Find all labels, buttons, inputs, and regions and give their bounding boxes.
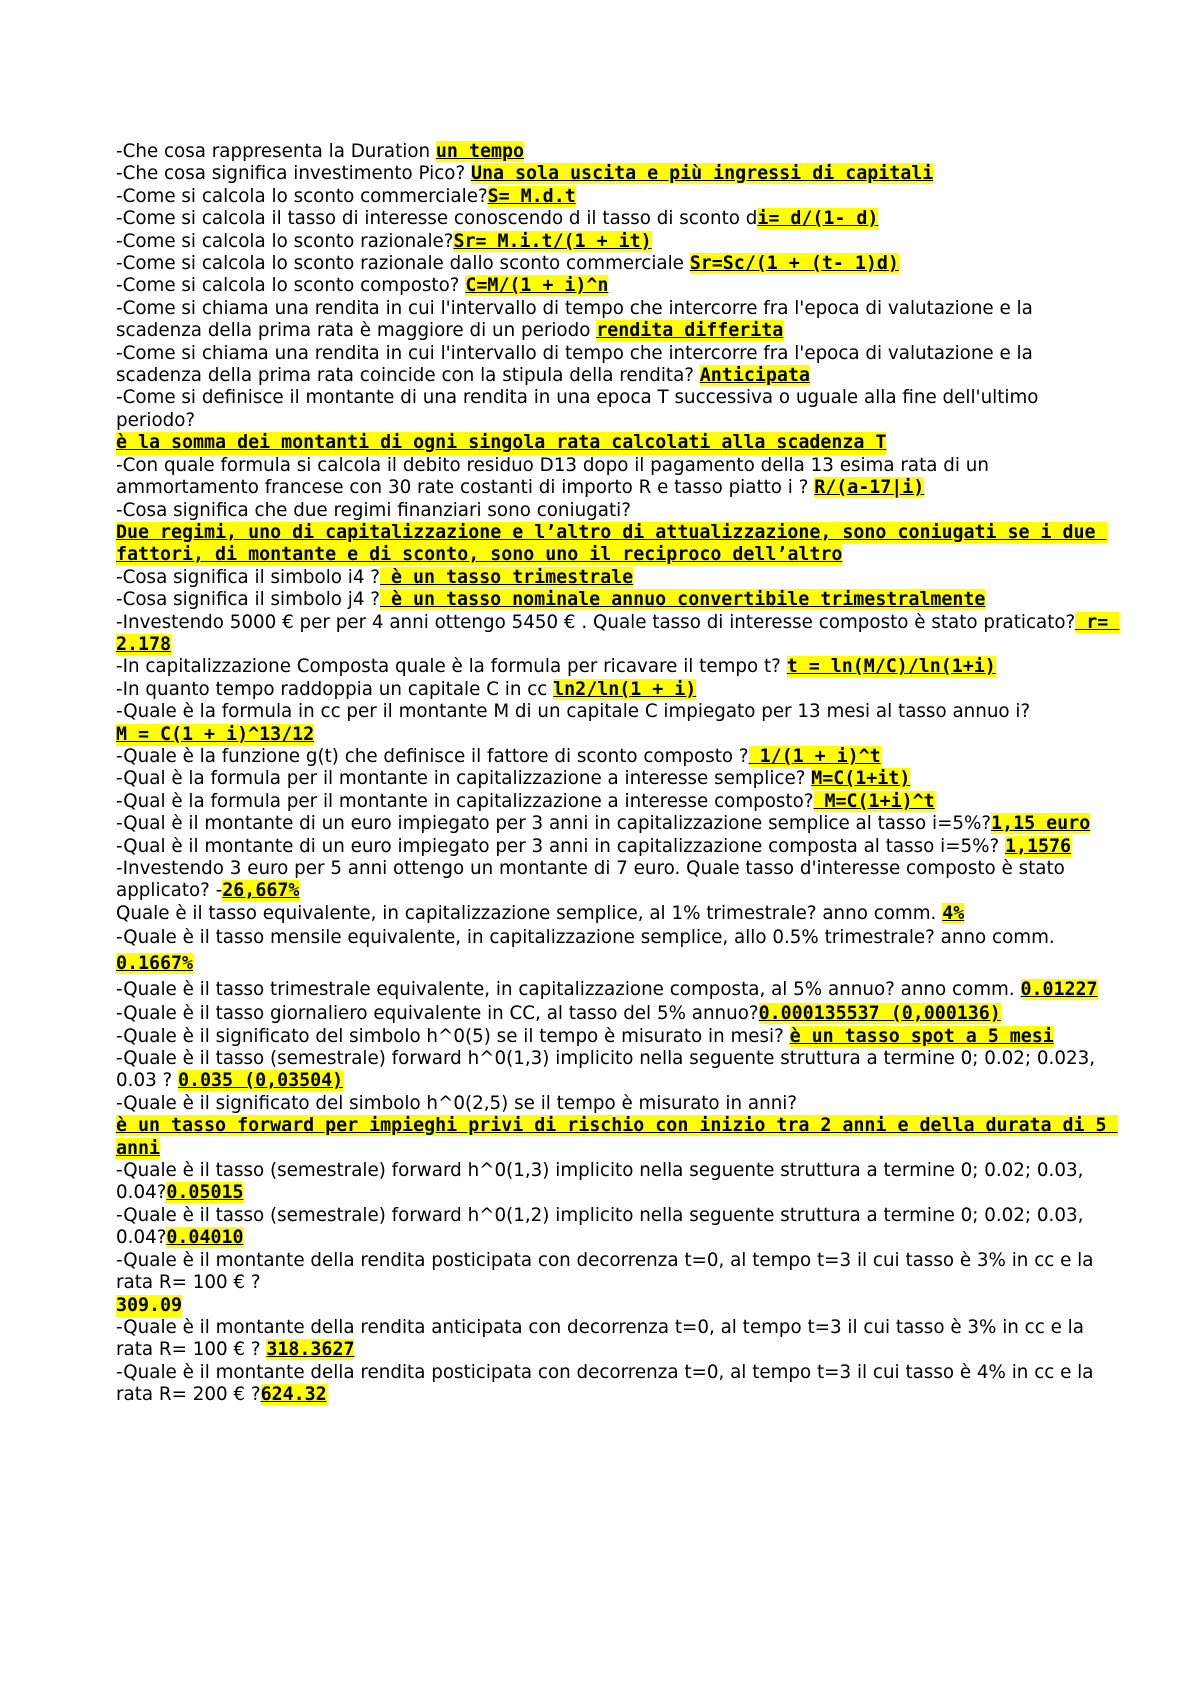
answer-highlight: M=C(1+i)^t: [813, 790, 935, 812]
answer-highlight: i= d/(1- d): [757, 208, 879, 230]
answer-highlight: Sr= M.i.t/(1 + it): [453, 230, 652, 252]
answer-highlight: 4%: [942, 902, 965, 924]
qa-tasso-da-sconto: [116, 208, 1116, 230]
answer-highlight: Due regimi, uno di capitalizzazione e l’altro di attualizzazione, sono coniugati se i due fattori, di montante e di sconto, sono uno il reciproco dell’altro: [116, 521, 1107, 566]
answer-highlight: Sr=Sc/(1 + (t- 1)d): [689, 253, 899, 275]
question-text: -Cosa significa che due regimi finanziari sono coniugati?: [116, 499, 631, 521]
qa-tasso-praticato: [116, 611, 1120, 657]
qa-formula-tempo: [116, 656, 1116, 678]
answer-highlight: un tempo: [435, 141, 524, 162]
question-text: -Cosa significa il simbolo j4 ?: [116, 589, 381, 611]
question-text: -Quale è il montante della rendita anticipata con decorrenza t=0, al tempo t=3 il cui tasso è 3% in cc e la rata R= 100 € ?: [116, 1316, 1084, 1361]
answer-highlight: Anticipata: [699, 365, 810, 387]
question-text: -Come si calcola lo sconto razionale?: [116, 230, 454, 252]
question-text: -Quale è il tasso giornaliero equivalente in CC, al tasso del 5% annuo?: [116, 1003, 759, 1025]
answer-highlight: t = ln(M/C)/ln(1+i): [786, 656, 996, 678]
question-text: -Investendo 5000 € per per 4 anni ottengo 5450 € . Quale tasso di interesse composto è stato praticato?: [116, 611, 1076, 633]
question-text: -Quale è il montante della rendita posticipata con decorrenza t=0, al tempo t=3 il cui tasso è 4% in cc e la rata R= 200 € ?: [116, 1361, 1094, 1406]
answer-highlight: C=M/(1 + i)^n: [465, 275, 609, 297]
qa-sconto-commerciale: [116, 186, 1116, 208]
answer-highlight: 0.01227: [1020, 979, 1098, 1001]
question-text: -Come si definisce il montante di una rendita in una epoca T successiva o uguale alla fine dell'ultimo periodo?: [116, 387, 1039, 431]
question-text: -Come si calcola lo sconto commerciale?: [116, 185, 488, 207]
question-text: -Cosa significa il simbolo i4 ?: [116, 566, 381, 588]
qa-tasso-trimestrale: [116, 977, 1116, 1003]
question-text: -Quale è il tasso (semestrale) forward h^0(1,3) implicito nella seguente struttura a termine 0; 0.02; 0.023, 0.03 ?: [116, 1048, 1096, 1092]
qa-fattore-sconto: [116, 746, 1116, 768]
qa-duration: [116, 141, 1116, 163]
qa-rendita-anticipata-3: [116, 1317, 1116, 1362]
question-text: -Qual è la formula per il montante in capitalizzazione a interesse semplice?: [116, 768, 812, 790]
answer-highlight: 318.3627: [266, 1339, 355, 1361]
answer-highlight: 1,15 euro: [991, 813, 1091, 835]
answer-highlight: r= 2.178: [116, 611, 1120, 655]
answer-highlight: M = C(1 + i)^13/12: [116, 723, 315, 745]
question-text: -Quale è il tasso trimestrale equivalente, in capitalizzazione composta, al 5% annuo? anno comm.: [116, 979, 1021, 1001]
answer-highlight: Una sola uscita e più ingressi di capitali: [471, 163, 934, 185]
answer-highlight: 0.035 (0,03504): [178, 1070, 344, 1092]
qa-rendita-posticipata-4: [116, 1362, 1116, 1407]
qa-debito-residuo: [116, 455, 1116, 500]
qa-tasso-giornaliero: [116, 1003, 1116, 1025]
question-text: -Quale è la funzione g(t) che definisce il fattore di sconto composto ?: [116, 745, 749, 767]
qa-simbolo-i4: [116, 567, 1116, 589]
question-text: -Qual è il montante di un euro impiegato per 3 anni in capitalizzazione semplice al tasso i=5%?: [116, 813, 992, 835]
question-text: -Come si calcola lo sconto composto?: [116, 275, 466, 297]
qa-investimento-pico: [116, 163, 1116, 185]
question-text: -Quale è il tasso (semestrale) forward h^0(1,3) implicito nella seguente struttura a termine 0; 0.02; 0.03, 0.04?: [116, 1160, 1084, 1204]
qa-sconto-composto: [116, 275, 1116, 297]
question-text: -Investendo 3 euro per 5 anni ottengo un montante di 7 euro. Quale tasso d'interesse composto è stato applicato? -: [116, 858, 1065, 902]
qa-montante-13-mesi: [116, 701, 1116, 746]
answer-highlight: è un tasso trimestrale: [380, 566, 634, 588]
answer-highlight: 1,1576: [1005, 835, 1072, 857]
qa-razionale-da-commerciale: [116, 253, 1116, 275]
answer-highlight: 624.32: [260, 1384, 327, 1406]
qa-euro-composto: [116, 836, 1116, 858]
question-text: -Quale è la formula in cc per il montante M di un capitale C impiegato per 13 mesi al tasso annuo i?: [116, 701, 1031, 723]
qa-tasso-equivalente-annuo: [116, 903, 1116, 925]
question-text: -Qual è la formula per il montante in capitalizzazione a interesse composto?: [116, 790, 814, 812]
qa-forward-1-3-b: [116, 1160, 1116, 1205]
document-body: [116, 141, 1120, 1407]
qa-rendita-posticipata-3: [116, 1250, 1116, 1317]
qa-montante-composto: [116, 791, 1116, 813]
qa-sconto-razionale: [116, 231, 1116, 253]
question-text: -Come si chiama una rendita in cui l'intervallo di tempo che intercorre fra l'epoca di valutazione e la scadenza della prima rata è maggiore di un periodo: [116, 297, 1033, 342]
qa-raddoppio-capitale: [116, 679, 1116, 701]
answer-highlight: è la somma dei montanti di ogni singola rata calcolati alla scadenza T: [116, 432, 887, 454]
answer-highlight: M=C(1+it): [811, 768, 911, 790]
answer-highlight: 0.05015: [166, 1182, 244, 1204]
qa-simbolo-h0-5: [116, 1026, 1116, 1048]
qa-regimi-coniugati: [116, 500, 1116, 567]
answer-highlight: 1/(1 + i)^t: [748, 745, 881, 767]
question-text: -Qual è il montante di un euro impiegato per 3 anni in capitalizzazione composta al tasso i=5%?: [116, 835, 1006, 857]
question-text: -Quale è il significato del simbolo h^0(2,5) se il tempo è misurato in anni?: [116, 1092, 798, 1114]
qa-simbolo-j4: [116, 589, 1116, 611]
answer-highlight: è un tasso forward per impieghi privi di rischio con inizio tra 2 anni e della durata di 5 anni: [116, 1115, 1118, 1159]
question-text: -Come si calcola il tasso di interesse conoscendo d il tasso di sconto d: [116, 208, 758, 230]
qa-montante-semplice: [116, 768, 1116, 790]
qa-forward-1-2: [116, 1205, 1116, 1250]
qa-tasso-applicato: [116, 858, 1116, 903]
question-text: -In capitalizzazione Composta quale è la formula per ricavare il tempo t?: [116, 656, 787, 678]
answer-highlight: è un tasso nominale annuo convertibile trimestralmente: [380, 589, 986, 611]
answer-highlight: R/(a-17|i): [814, 477, 925, 499]
question-text: -Quale è il tasso (semestrale) forward h^0(1,2) implicito nella seguente struttura a termine 0; 0.02; 0.03, 0.04?: [116, 1204, 1084, 1249]
answer-highlight: S= M.d.t: [487, 185, 576, 207]
qa-rendita-differita: [116, 298, 1116, 343]
answer-highlight: ln2/ln(1 + i): [553, 678, 697, 700]
question-text: -Quale è il tasso mensile equivalente, in capitalizzazione semplice, allo 0.5% trimestrale? anno comm.: [116, 927, 1055, 949]
qa-forward-1-3-a: [116, 1048, 1116, 1093]
answer-highlight: è un tasso spot a 5 mesi: [789, 1025, 1054, 1047]
question-text: -Con quale formula si calcola il debito residuo D13 dopo il pagamento della 13 esima rata di un ammortamento francese con 30 rate costanti di importo R e tasso piatto i ?: [116, 454, 989, 499]
qa-montante-rendita: [116, 387, 1116, 454]
answer-highlight: 0.000135537 (0,000136): [758, 1003, 1001, 1025]
question-text: -Che cosa rappresenta la Duration: [116, 141, 436, 162]
question-text: -Quale è il montante della rendita posticipata con decorrenza t=0, al tempo t=3 il cui tasso è 3% in cc e la rata R= 100 € ?: [116, 1249, 1094, 1294]
question-text: Quale è il tasso equivalente, in capitalizzazione semplice, al 1% trimestrale? anno comm.: [116, 902, 943, 924]
qa-tasso-mensile: [116, 925, 1116, 977]
question-text: -Come si calcola lo sconto razionale dallo sconto commerciale: [116, 253, 690, 275]
answer-highlight: 309.09: [116, 1294, 183, 1316]
answer-highlight: 26,667%: [222, 880, 300, 902]
answer-highlight: 0.04010: [166, 1227, 244, 1249]
answer-highlight: 0.1667%: [116, 953, 194, 975]
qa-rendita-anticipata: [116, 343, 1116, 388]
question-text: -Quale è il significato del simbolo h^0(5) se il tempo è misurato in mesi?: [116, 1025, 790, 1047]
qa-simbolo-h0-2-5: [116, 1093, 1116, 1160]
answer-highlight: rendita differita: [596, 320, 784, 342]
question-text: -In quanto tempo raddoppia un capitale C in cc: [116, 678, 554, 700]
question-text: -Che cosa significa investimento Pico?: [116, 163, 471, 185]
question-text: -Come si chiama una rendita in cui l'intervallo di tempo che intercorre fra l'epoca di valutazione e la scadenza della prima rata coincide con la stipula della rendita?: [116, 342, 1033, 387]
qa-euro-semplice: [116, 813, 1116, 835]
